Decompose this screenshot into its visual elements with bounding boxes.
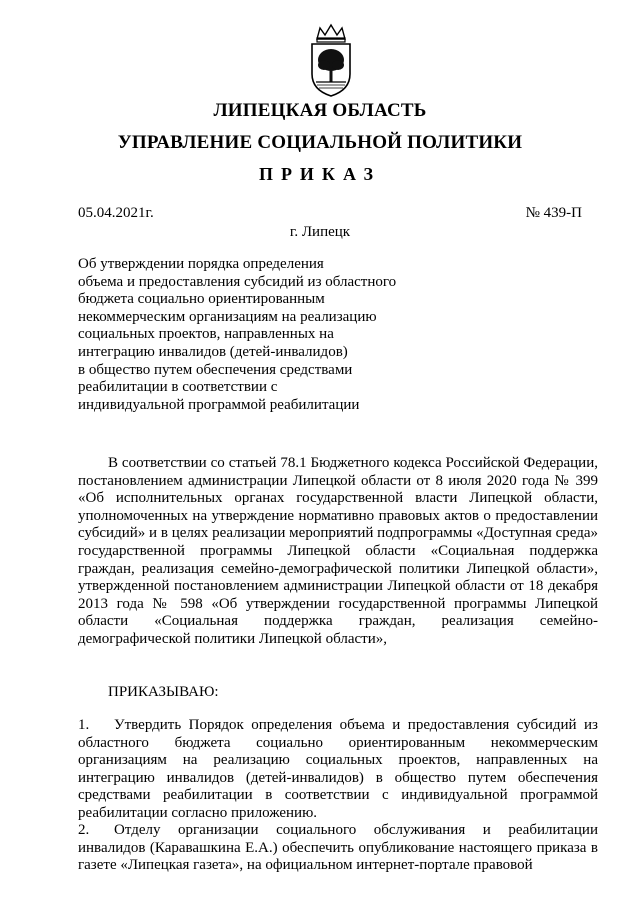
order-subject: [78, 256, 408, 414]
subject-line: социальных проектов, направленных на: [78, 326, 334, 343]
order-item-1: [78, 717, 598, 823]
subject-line: реабилитации в соответствии с: [78, 379, 278, 396]
order-number: № 439-П: [525, 205, 582, 221]
item-text: Утвердить Порядок определения объема и предоставления субсидий из областного бюджета социально ориентированным некоммерческим организациям на реализацию социальных проектов, направленных на интеграцию инвалидов (детей-инвалидов) в общество путем обеспечения средствами реабилитации в соответствии с индивидуальной программой реабилитации согласно приложению.: [78, 717, 598, 821]
order-city: г. Липецк: [289, 224, 351, 240]
item-number: 2.: [78, 822, 90, 838]
preamble-paragraph: В соответствии со статьей 78.1 Бюджетного кодекса Российской Федерации, постановлением администрации Липецкой области от 8 июля 2020 года № 399 «Об исполнительных органах государственной власти Липецкой области, уполномоченных на утверждение нормативно правовых актов о предоставлении субсидий» и в целях реализации мероприятий подпрограммы «Доступная среда» государственной программы Липецкой области «Социальная поддержка граждан, реализация семейно-демографической политики Липецкой области», утвержденной постановлением администрации Липецкой области от 18 декабря 2013 года № 598 «Об утверждении государственной программы Липецкой области «Социальная поддержка граждан, реализация семейно-демографической политики Липецкой области»,: [78, 455, 598, 647]
department-title: УПРАВЛЕНИЕ СОЦИАЛЬНОЙ ПОЛИТИКИ: [117, 132, 523, 153]
subject-line: бюджета социально ориентированным: [78, 291, 325, 308]
subject-line: некоммерческим организациям на реализацию: [78, 308, 377, 325]
subject-line: индивидуальной программой реабилитации: [78, 396, 360, 413]
subject-line: в общество путем обеспечения средствами: [78, 361, 353, 378]
coat-of-arms-icon: [300, 22, 362, 98]
order-item-2: [78, 822, 598, 875]
subject-line: интеграцию инвалидов (детей-инвалидов): [78, 343, 348, 360]
order-directive: ПРИКАЗЫВАЮ:: [108, 684, 219, 700]
region-title: ЛИПЕЦКАЯ ОБЛАСТЬ: [213, 100, 427, 121]
item-text: Отделу организации социального обслуживания и реабилитации инвалидов (Каравашкина Е.А.) обеспечить опубликование настоящего приказа в газете «Липецкая газета», на официальном интернет-портале правовой: [78, 822, 598, 874]
subject-line: Об утверждении порядка определения: [78, 256, 324, 272]
order-date: 05.04.2021г.: [78, 205, 154, 221]
document-type: ПРИКАЗ: [258, 164, 382, 184]
subject-line: объема и предоставления субсидий из областного: [78, 273, 397, 290]
item-number: 1.: [78, 717, 90, 733]
